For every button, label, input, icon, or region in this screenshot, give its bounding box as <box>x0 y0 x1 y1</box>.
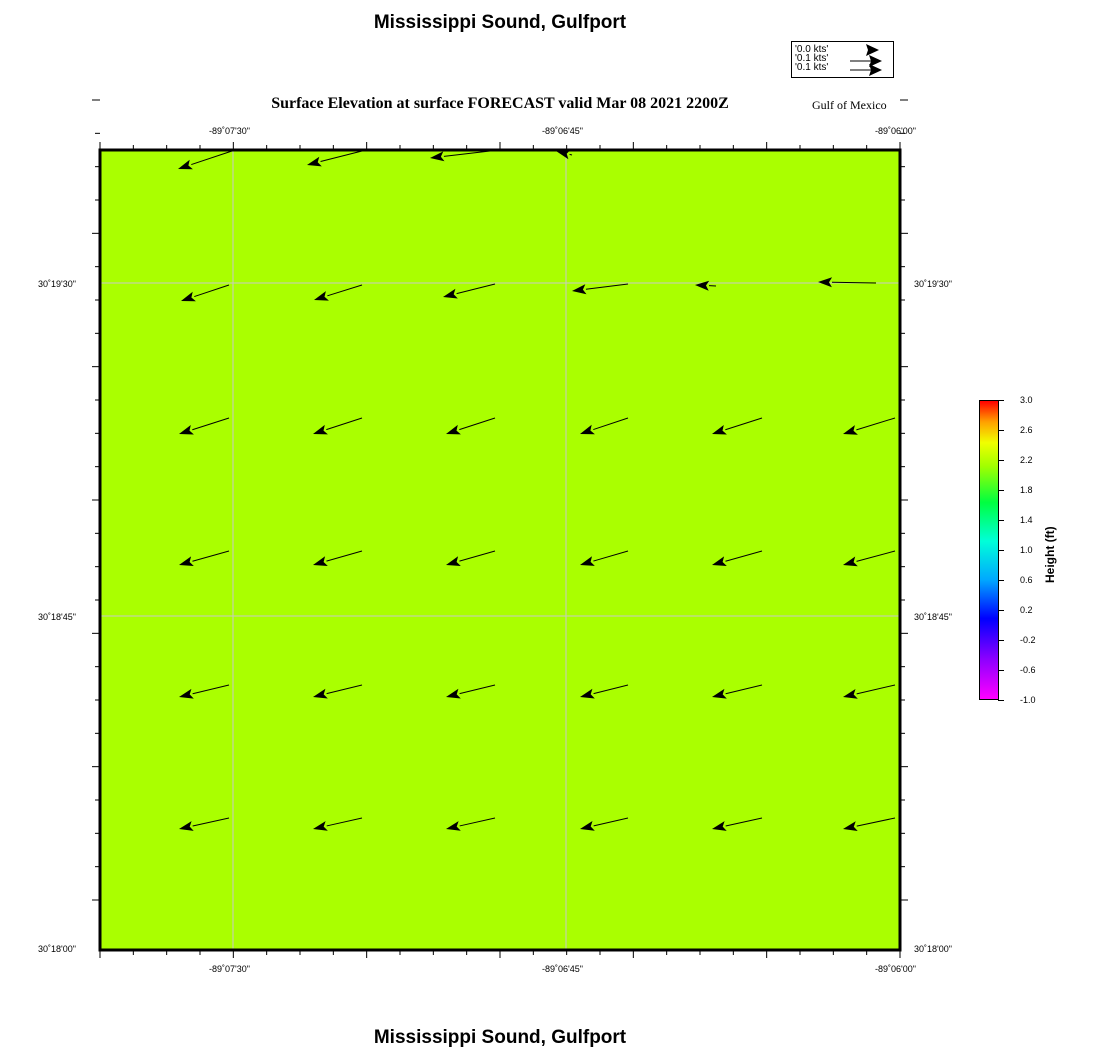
x-label-bottom-2: -89˚06'45" <box>542 964 583 974</box>
colorbar-tick-label: 0.6 <box>1020 575 1033 585</box>
y-label-right-1: 30˚19'30" <box>914 279 952 289</box>
map-subtitle: Surface Elevation at surface FORECAST valid Mar 08 2021 2200Z <box>271 95 729 112</box>
colorbar-tick-mark <box>998 640 1004 641</box>
colorbar-tick-label: 1.0 <box>1020 545 1033 555</box>
colorbar-tick-label: 3.0 <box>1020 395 1033 405</box>
colorbar-tick-label: -0.2 <box>1020 635 1036 645</box>
x-label-bottom-3: -89˚06'00" <box>875 964 916 974</box>
colorbar-tick-mark <box>998 580 1004 581</box>
y-label-left-2: 30˚18'45" <box>38 612 76 622</box>
colorbar-tick-mark <box>998 490 1004 491</box>
colorbar-tick-label: -0.6 <box>1020 665 1036 675</box>
map-title-top: Mississippi Sound, Gulfport <box>373 12 627 33</box>
map-title-bottom: Mississippi Sound, Gulfport <box>373 1027 627 1048</box>
x-label-top-3: -89˚06'00" <box>875 126 916 136</box>
colorbar-tick-label: -1.0 <box>1020 695 1036 705</box>
colorbar-label: Height (ft) <box>1043 526 1057 583</box>
colorbar-tick-label: 1.8 <box>1020 485 1033 495</box>
y-label-left-1: 30˚19'30" <box>38 279 76 289</box>
x-label-bottom-1: -89˚07'30" <box>209 964 250 974</box>
colorbar-tick-mark <box>998 670 1004 671</box>
region-label: Gulf of Mexico <box>812 98 887 112</box>
legend-entry-3: '0.1 kts' <box>795 62 829 73</box>
legend-entry-1: '0.0 kts' <box>795 44 829 55</box>
y-label-right-2: 30˚18'45" <box>914 612 952 622</box>
legend-entry-2: '0.1 kts' <box>795 53 829 64</box>
elevation-field <box>100 150 900 950</box>
colorbar-tick-label: 2.6 <box>1020 425 1033 435</box>
colorbar-tick-label: 2.2 <box>1020 455 1033 465</box>
colorbar-tick-mark <box>998 460 1004 461</box>
y-label-left-3: 30˚18'00" <box>38 944 76 954</box>
colorbar-tick-mark <box>998 520 1004 521</box>
x-label-top-1: -89˚07'30" <box>209 126 250 136</box>
colorbar-tick-mark <box>998 610 1004 611</box>
colorbar-tick-label: 0.2 <box>1020 605 1033 615</box>
current-vector-shaft <box>570 154 572 155</box>
x-label-top-2: -89˚06'45" <box>542 126 583 136</box>
colorbar-tick-mark <box>998 550 1004 551</box>
colorbar-tick-mark <box>998 700 1004 701</box>
y-label-right-3: 30˚18'00" <box>914 944 952 954</box>
colorbar-tick-mark <box>998 400 1004 401</box>
colorbar <box>979 400 999 700</box>
colorbar-tick-label: 1.4 <box>1020 515 1033 525</box>
colorbar-tick-mark <box>998 430 1004 431</box>
